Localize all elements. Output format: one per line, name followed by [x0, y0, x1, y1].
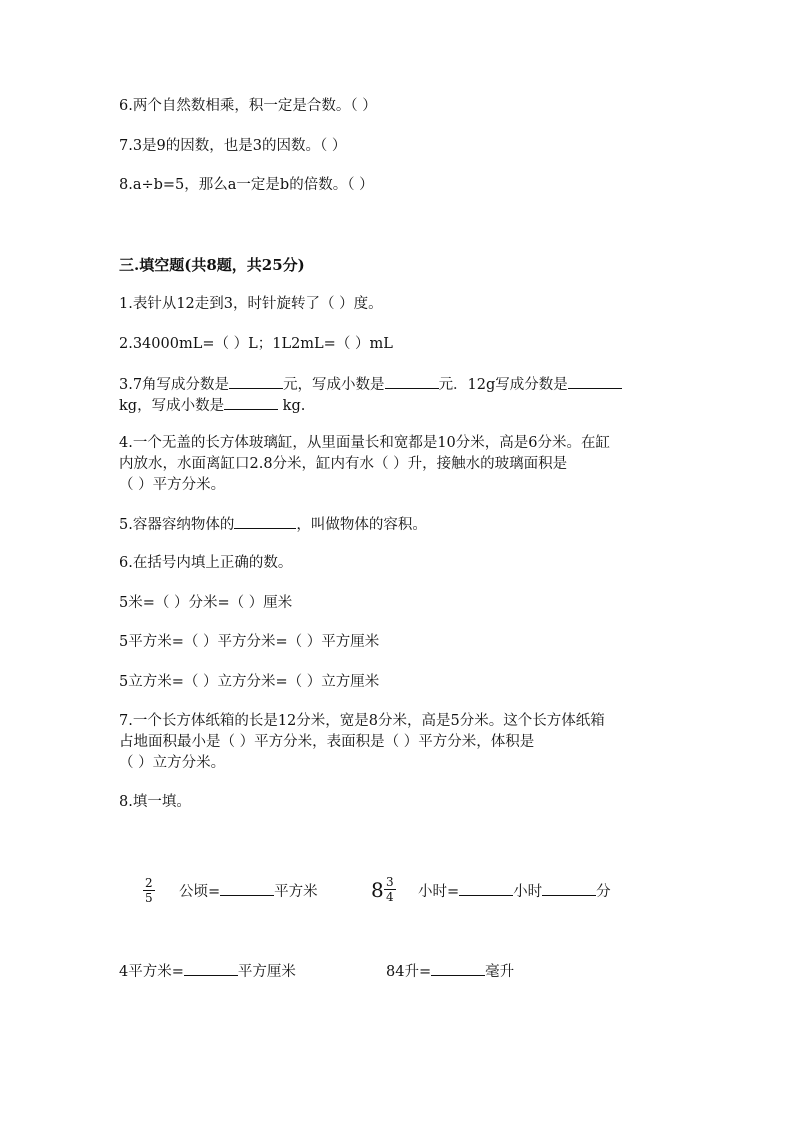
- judge-question-8: 8.a÷b=5，那么a一定是b的倍数。（ ）: [119, 177, 374, 193]
- fill-question-8-a: 公顷= 平方米: [179, 880, 318, 901]
- fill-question-2: 2.34000mL=（ ）L；1L2mL=（ ）mL: [119, 336, 393, 352]
- answer-blank[interactable]: [542, 881, 596, 896]
- answer-blank[interactable]: [220, 881, 274, 896]
- fill-question-6-c: 5立方米=（ ）立方分米=（ ）立方厘米: [119, 674, 380, 690]
- answer-blank[interactable]: [234, 514, 296, 529]
- fill-question-1: 1.表针从12走到3，时针旋转了（ ）度。: [119, 296, 383, 312]
- section-title: 三.填空题(共8题，共25分): [119, 256, 305, 274]
- fill-question-4-line-3: （ ）平方分米。: [119, 477, 226, 493]
- fill-question-7-line-3: （ ）立方分米。: [119, 755, 226, 771]
- fill-question-8-b: 小时= 小时 分: [418, 880, 611, 901]
- fill-question-8-d: 84升= 毫升: [386, 960, 514, 981]
- mixed-number-whole: 8: [371, 878, 384, 902]
- answer-blank[interactable]: [385, 374, 439, 389]
- fill-question-4-line-2: 内放水，水面离缸口2.8分米，缸内有水（ ）升，接触水的玻璃面积是: [119, 456, 568, 472]
- judge-question-7: 7.3是9的因数，也是3的因数。（ ）: [119, 138, 347, 154]
- answer-blank[interactable]: [568, 374, 622, 389]
- fill-question-8-c: 4平方米= 平方厘米: [119, 960, 296, 981]
- fill-question-7-line-1: 7.一个长方体纸箱的长是12分米，宽是8分米，高是5分米。这个长方体纸箱: [119, 713, 605, 729]
- fill-question-3-line-1: 3.7角写成分数是 元，写成小数是 元．12g写成分数是: [119, 374, 622, 395]
- fill-question-7-line-2: 占地面积最小是（ ）平方分米，表面积是（ ）平方分米，体积是: [119, 734, 535, 750]
- fill-question-6-a: 5米=（ ）分米=（ ）厘米: [119, 595, 293, 611]
- fill-question-6: 6.在括号内填上正确的数。: [119, 555, 293, 571]
- answer-blank[interactable]: [459, 881, 513, 896]
- answer-blank[interactable]: [431, 961, 485, 976]
- answer-blank[interactable]: [229, 374, 283, 389]
- fill-question-4-line-1: 4.一个无盖的长方体玻璃缸，从里面量长和宽都是10分米，高是6分米。在缸: [119, 435, 611, 451]
- fraction-two-fifths: $\frac{2}{5}$: [145, 876, 153, 905]
- judge-question-6: 6.两个自然数相乘，积一定是合数。（ ）: [119, 98, 377, 114]
- fill-question-6-b: 5平方米=（ ）平方分米=（ ）平方厘米: [119, 634, 380, 650]
- fill-question-5: 5.容器容纳物体的 ，叫做物体的容积。: [119, 514, 427, 535]
- mixed-number-fraction: $\frac{3}{4}$: [386, 875, 394, 904]
- answer-blank[interactable]: [184, 961, 238, 976]
- fill-question-8: 8.填一填。: [119, 794, 191, 810]
- answer-blank[interactable]: [224, 395, 278, 410]
- fill-question-3-line-2: kg，写成小数是 kg.: [119, 395, 305, 416]
